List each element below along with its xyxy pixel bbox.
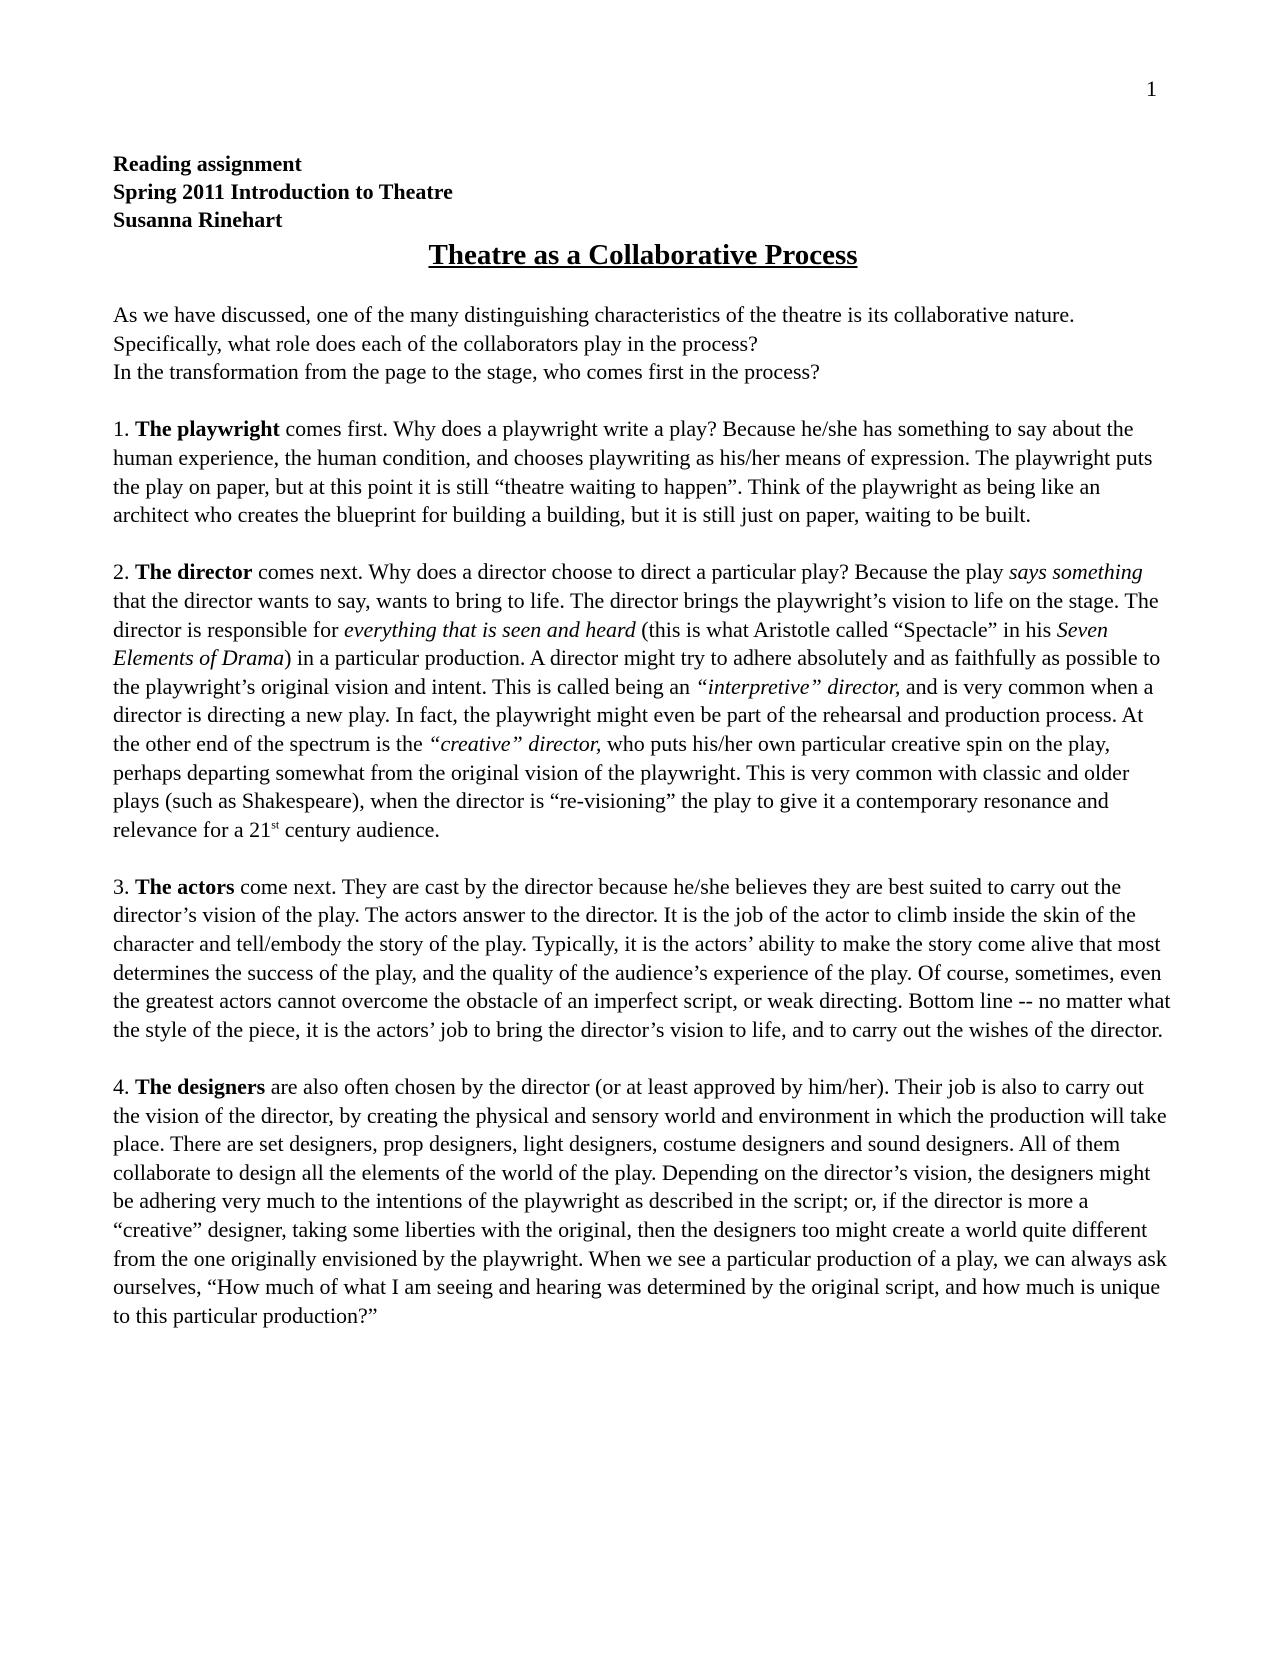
section-number: 1. — [113, 416, 135, 442]
superscript-text: st — [271, 817, 280, 832]
section-text: century audience. — [279, 816, 440, 842]
emphasis-text: Seven Elements of Drama — [113, 616, 1109, 671]
section-text: comes next. Why does a director choose to direct a particular play? Because the play — [252, 559, 1009, 585]
section-text: who puts his/her own particular creative spin on the play, perhaps departing somewhat from the original vision of the playwright. This is very common with classic and older plays (such as Shakespeare), when the director is “re-visioning” the play to give it a contemporary resonance and relevance for a 21 — [113, 730, 1130, 842]
section-text: comes first. Why does a playwright write a play? Because he/she has something to say about the human experience, the human condition, and chooses playwriting as his/her means of expression. The playwright puts the play on paper, but at this point it is still “theatre waiting to happen”. Think of the playwright as being like an architect who creates the blueprint for building a building, but it is still just on paper, waiting to be built. — [113, 416, 1153, 528]
section-playwright — [113, 415, 1175, 529]
emphasis-text: “interpretive” director, — [695, 673, 901, 699]
section-heading: The actors — [135, 873, 235, 899]
section-designers — [113, 1073, 1175, 1330]
intro-paragraph-3: In the transformation from the page to the stage, who comes first in the process? — [113, 359, 820, 385]
section-heading: The director — [135, 559, 253, 585]
document-body — [113, 301, 1175, 1330]
section-heading: The designers — [135, 1074, 266, 1100]
intro-paragraph-2: Specifically, what role does each of the collaborators play in the process? — [113, 330, 758, 356]
document-header — [113, 150, 1173, 272]
emphasis-text: “creative” director, — [428, 730, 602, 756]
document-title: Theatre as a Collaborative Process — [428, 239, 858, 271]
section-heading: The playwright — [135, 416, 280, 442]
section-text: and is very common when a director is directing a new play. In fact, the playwright might even be part of the rehearsal and production process. At the other end of the spectrum is the — [113, 673, 1154, 756]
section-text: ) in a particular production. A director might try to adhere absolutely and as faithfully as possible to the playwright’s original vision and intent. This is called being an — [113, 645, 1161, 699]
section-text: come next. They are cast by the director because he/she believes they are best suited to carry out the director’s vision of the play. The actors answer to the director. It is the job of the actor to climb inside the skin of the character and tell/embody the story of the play. Typically, it is the actors’ ability to make the story come alive that most determines the success of the play, and the quality of the audience’s experience of the play. Of course, sometimes, even the greatest actors cannot overcome the obstacle of an imperfect script, or weak directing. Bottom line -- no matter what the style of the piece, it is the actors’ job to bring the director’s vision to life, and to carry out the wishes of the director. — [113, 873, 1171, 1042]
section-text: that the director wants to say, wants to bring to life. The director brings the playwright’s vision to life on the stage. The director is responsible for — [113, 587, 1159, 642]
emphasis-text: says something — [1008, 559, 1143, 585]
section-actors — [113, 873, 1175, 1045]
section-number: 2. — [113, 559, 135, 585]
section-number: 3. — [113, 873, 135, 899]
intro-paragraph-1: As we have discussed, one of the many distinguishing characteristics of the theatre is its collaborative nature. — [113, 302, 1075, 327]
assignment-label: Reading assignment — [113, 151, 302, 176]
page-number: 1 — [1146, 76, 1157, 101]
emphasis-text: everything that is seen and heard — [343, 616, 636, 642]
section-number: 4. — [113, 1074, 135, 1100]
course-label: Spring 2011 Introduction to Theatre — [113, 179, 453, 204]
section-director — [113, 558, 1175, 844]
section-text: (this is what Aristotle called “Spectacle” in his — [635, 616, 1057, 642]
author-label: Susanna Rinehart — [113, 207, 283, 232]
section-text: are also often chosen by the director (or at least approved by him/her). Their job is also to carry out the vision of the director, by creating the physical and sensory world and environment in which the production will take place. There are set designers, prop designers, light designers, costume designers and sound designers. All of them collaborate to design all the elements of the world of the play. Depending on the director’s vision, the designers might be adhering very much to the intentions of the playwright as described in the script; or, if the director is more a “creative” designer, taking some liberties with the original, then the designers too might create a world quite different from the one originally envisioned by the playwright. When we see a particular production of a play, we can always ask ourselves, “How much of what I am seeing and hearing was determined by the original script, and how much is unique to this particular production?” — [113, 1074, 1167, 1328]
